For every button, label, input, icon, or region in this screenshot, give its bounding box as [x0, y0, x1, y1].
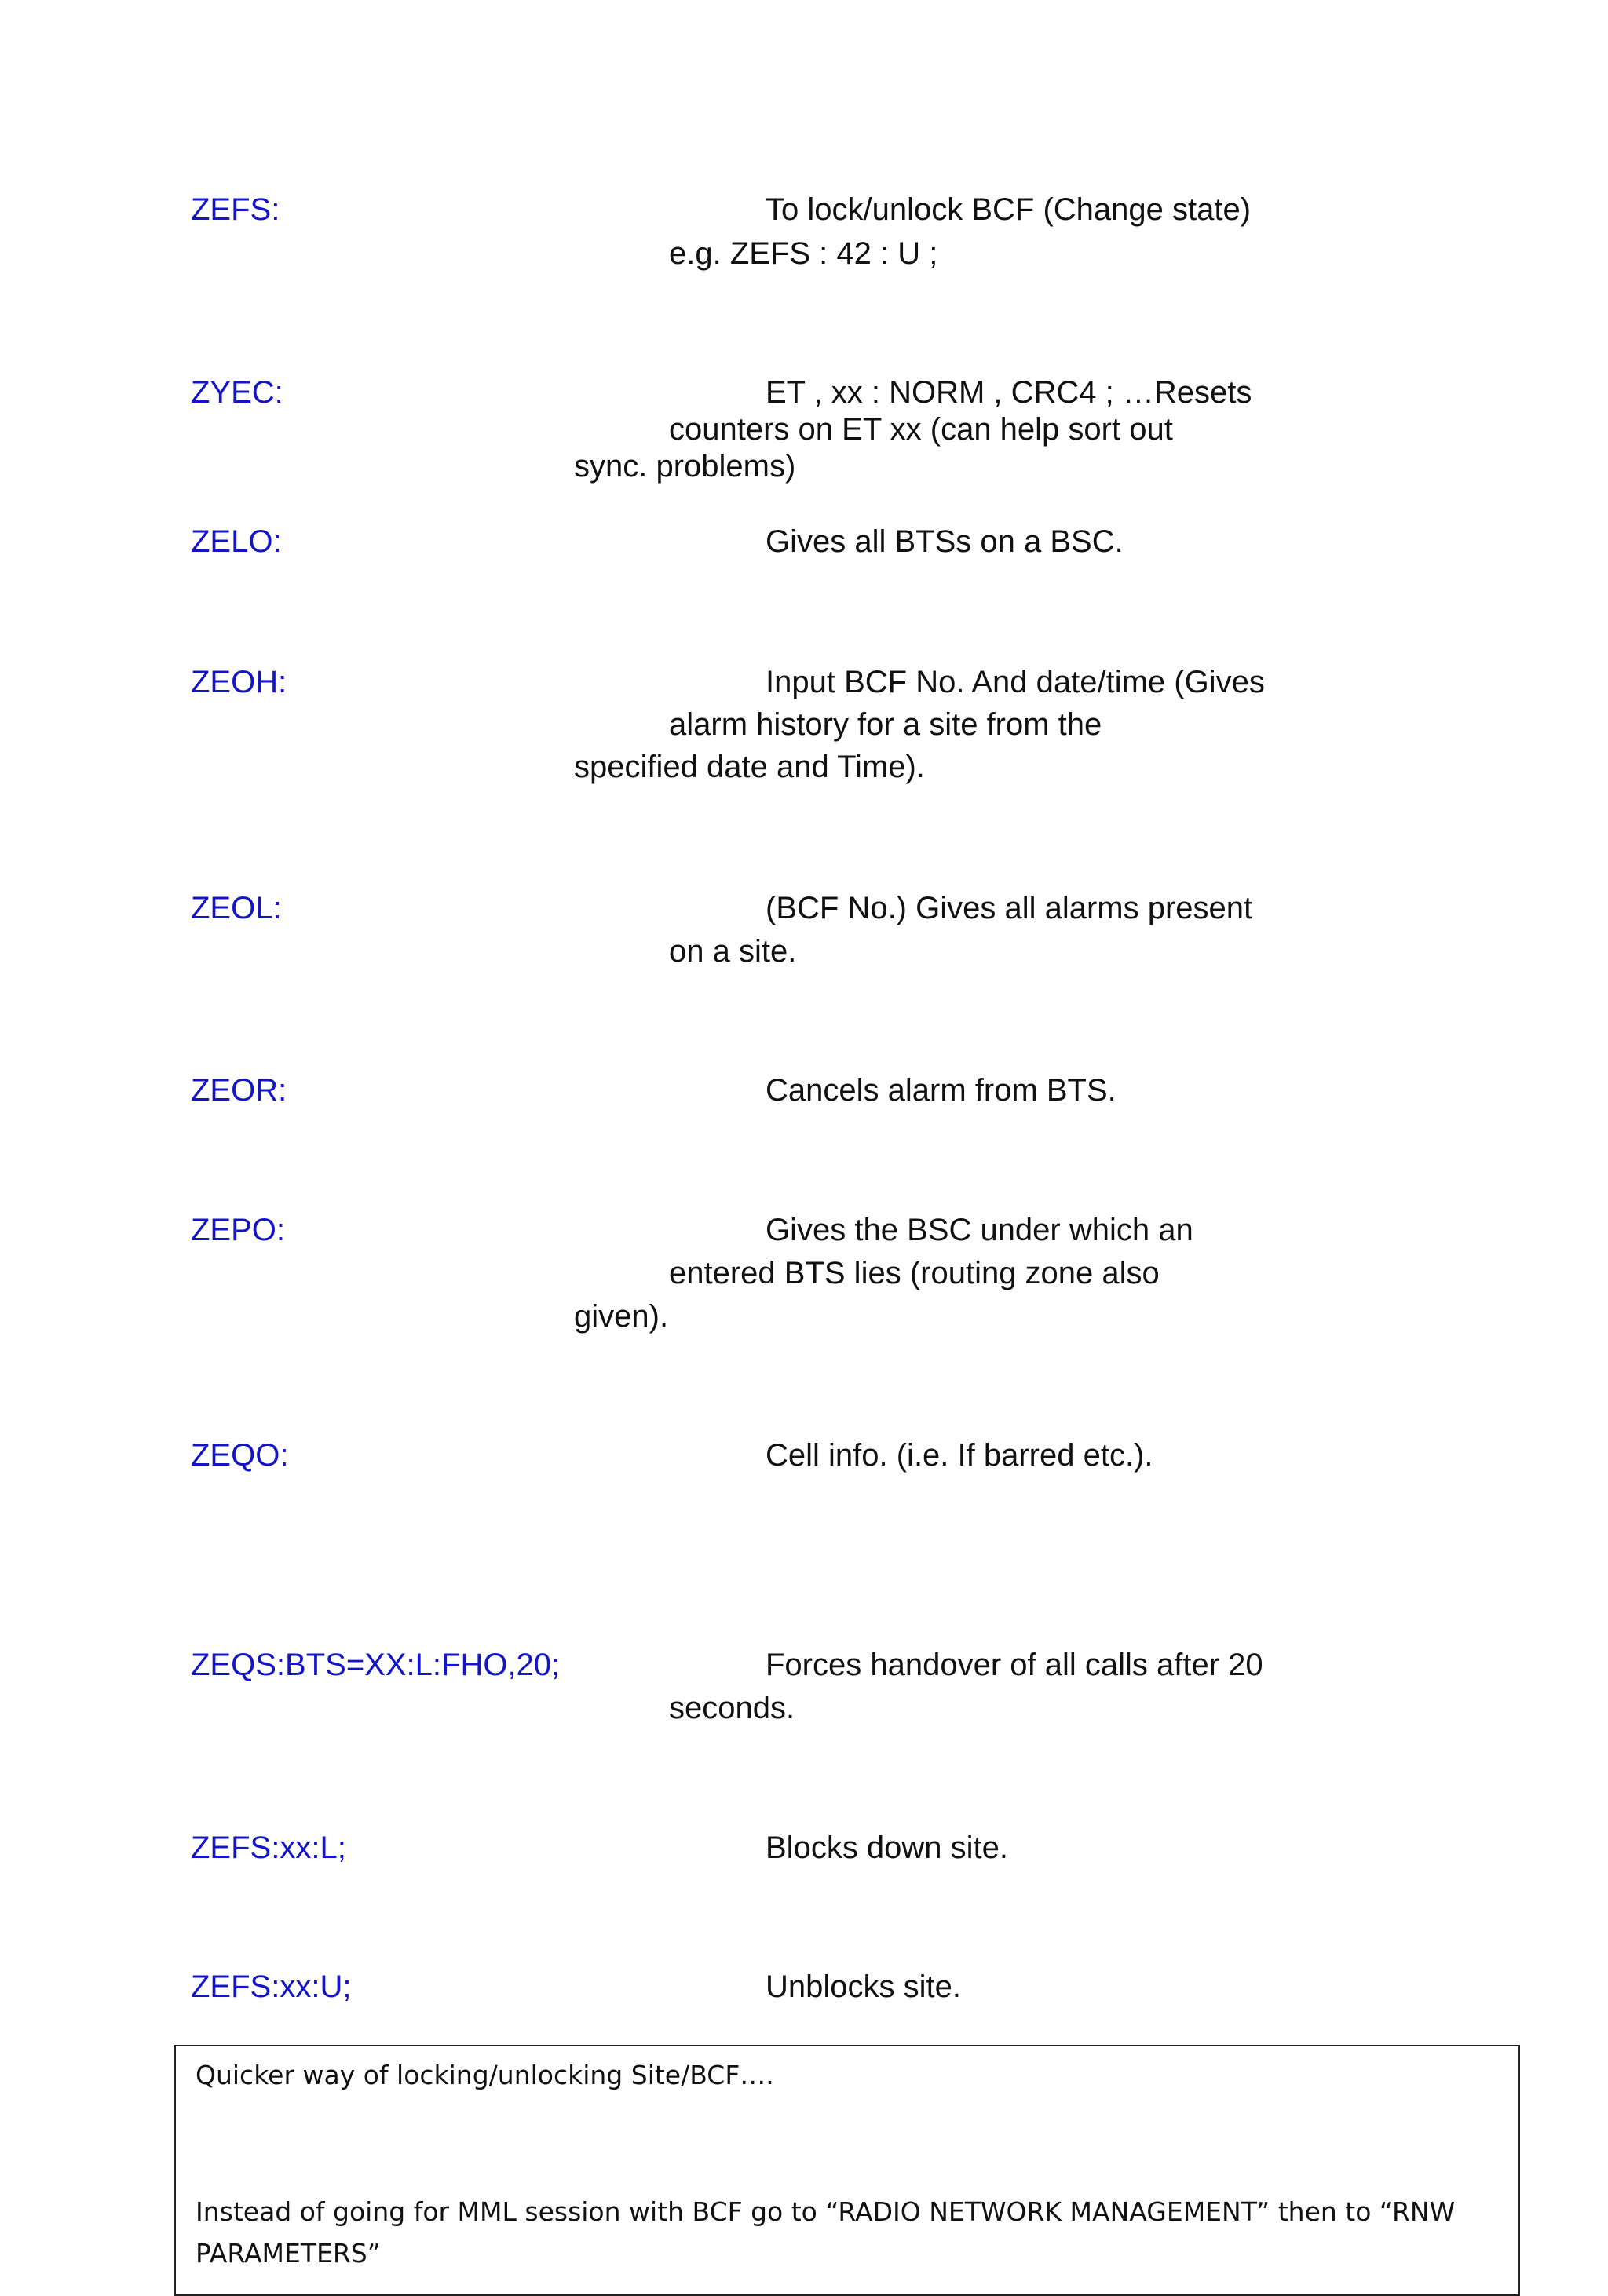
description-line: sync. problems) [574, 449, 796, 484]
command-zeor: ZEOR: [191, 1073, 287, 1108]
note-line: Instead of going for MML session with BCF go to “RADIO NETWORK MANAGEMENT” then to “RNW [196, 2196, 1456, 2227]
description-line: Cell info. (i.e. If barred etc.). [766, 1438, 1153, 1473]
description-line: Input BCF No. And date/time (Gives [766, 665, 1265, 699]
command-zeol: ZEOL: [191, 891, 282, 925]
description-line: To lock/unlock BCF (Change state) [766, 192, 1252, 227]
description-line: (BCF No.) Gives all alarms present [766, 891, 1253, 925]
description-line: given). [574, 1299, 669, 1334]
command-zepo: ZEPO: [191, 1213, 286, 1247]
description-line: counters on ET xx (can help sort out [669, 412, 1173, 447]
note-title: Quicker way of locking/unlocking Site/BCF…. [196, 2060, 774, 2090]
description-line: Cancels alarm from BTS. [766, 1073, 1116, 1108]
note-line: PARAMETERS” [196, 2238, 381, 2269]
command-zelo: ZELO: [191, 524, 282, 559]
description-line: alarm history for a site from the [669, 707, 1102, 742]
description-line: seconds. [669, 1691, 795, 1725]
description-line: e.g. ZEFS : 42 : U ; [669, 236, 938, 271]
command-zeqs: ZEQS:BTS=XX:L:FHO,20; [191, 1648, 561, 1682]
description-line: on a site. [669, 934, 797, 969]
command-zyec: ZYEC: [191, 375, 283, 410]
description-line: Forces handover of all calls after 20 [766, 1648, 1263, 1682]
description-line: entered BTS lies (routing zone also [669, 1256, 1160, 1290]
description-line: specified date and Time). [574, 750, 925, 784]
command-zeqo: ZEQO: [191, 1438, 289, 1473]
description-line: ET , xx : NORM , CRC4 ; …Resets [766, 375, 1252, 410]
command-zefs: ZEFS: [191, 192, 280, 227]
description-line: Blocks down site. [766, 1831, 1009, 1865]
description-line: Gives the BSC under which an [766, 1213, 1193, 1247]
command-zefs-unlock: ZEFS:xx:U; [191, 1969, 352, 2004]
description-line: Gives all BTSs on a BSC. [766, 524, 1124, 559]
command-zefs-lock: ZEFS:xx:L; [191, 1831, 346, 1865]
command-zeoh: ZEOH: [191, 665, 287, 699]
description-line: Unblocks site. [766, 1969, 961, 2004]
